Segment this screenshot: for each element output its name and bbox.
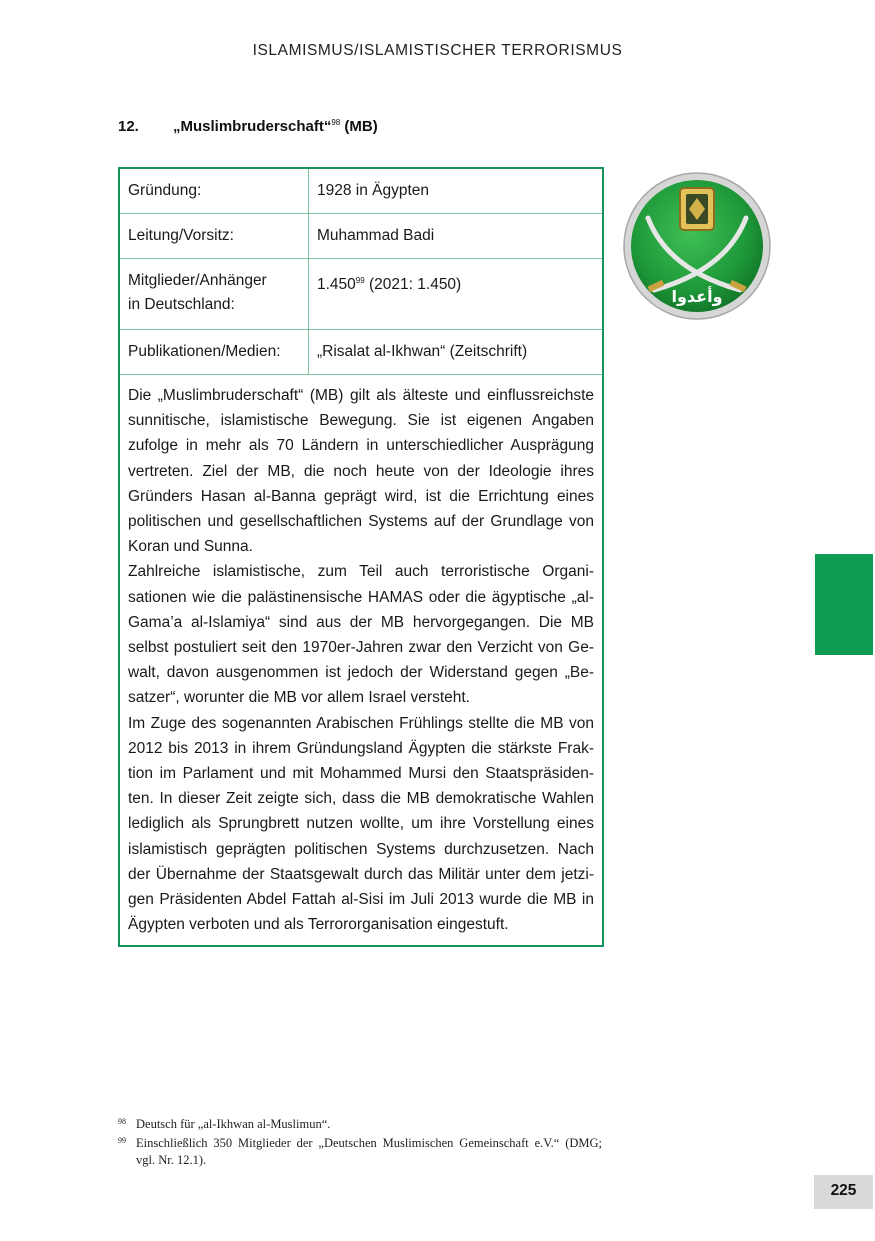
footnote	[118, 1116, 602, 1133]
members-label-line2: in Deutschland:	[128, 296, 235, 313]
members-label-line1: Mitglieder/Anhänger	[128, 272, 267, 289]
members-previous: (2021: 1.450)	[364, 276, 462, 294]
founding-value: 1928 in Ägypten	[309, 169, 603, 214]
members-count: 1.450	[317, 276, 356, 294]
publications-value: „Risalat al-Ikhwan“ (Zeitschrift)	[309, 330, 603, 375]
section-number: 12.	[118, 118, 139, 135]
table-row	[120, 214, 602, 259]
paragraph: Zahlreiche islamistische, zum Teil auch terroristische Organisationen wie die palästinensische HAMAS oder die ägyptische „al-Gama’a al-Islamiya“ sind aus der MB hervorgegangen. Die MB selbst postuliert seit den 1970er-Jahren zwar den Verzicht von Gewalt, davon ausgenommen ist jedoch der Widerstand gegen „Besatzer“, worunter die MB vor allem Israel versteht.	[128, 563, 594, 707]
footnote-text: Deutsch für „al-Ikhwan al-Muslimun“.	[136, 1117, 331, 1131]
section-heading	[118, 118, 378, 135]
paragraph: Die „Muslimbruderschaft“ (MB) gilt als älteste und einflussreichste sunnitische, islamistische Bewegung. Sie ist eigenen Angaben zufolge in mehr als 70 Ländern in unterschiedlicher Ausprägung vertreten. Ziel der MB, die noch heute von der Ideologie ihres Gründers Hasan al-Banna geprägt wird, ist die Errichtung eines politischen und gesellschaftlichen Systems auf der Grundlage von Koran und Sunna.	[128, 387, 594, 556]
section-title: „Muslimbruderschaft“	[173, 118, 332, 135]
running-head: ISLAMISMUS/ISLAMISTISCHER TERRORISMUS	[252, 42, 623, 59]
muslim-brotherhood-emblem-icon	[622, 170, 772, 322]
table-row	[120, 169, 602, 214]
section-suffix: (MB)	[340, 118, 378, 135]
fact-box	[118, 167, 604, 947]
leadership-label: Leitung/Vorsitz:	[120, 214, 309, 259]
founding-label: Gründung:	[120, 169, 309, 214]
publications-label: Publikationen/Medien:	[120, 330, 309, 375]
footnote-ref-98[interactable]: 98	[331, 118, 341, 127]
footnote-mark: 98	[118, 1117, 126, 1126]
leadership-value: Muhammad Badi	[309, 214, 603, 259]
members-value	[309, 259, 603, 330]
facts-table	[120, 169, 602, 375]
footnote	[118, 1135, 602, 1169]
table-row	[120, 259, 602, 330]
footnote-mark: 99	[118, 1136, 126, 1145]
members-label	[120, 259, 309, 330]
paragraph: Im Zuge des sogenannten Arabischen Frühlings stellte die MB von 2012 bis 2013 in ihrem Gründungsland Ägypten die stärkste Fraktion im Parlament und mit Mohammed Mursi den Staatspräsidenten. In dieser Zeit zeigte sich, dass die MB demokratische Wahlen lediglich als Sprungbrett nutzen wollte, um ihre Vorstellung eines islamistisch geprägten politischen Systems durchzusetzen. Nach der Übernahme der Staatsgewalt durch das Militär unter dem jetzigen Präsidenten Abdel Fattah al-Sisi im Juli 2013 wurde die MB in Ägypten verboten und als Terrororganisation eingestuft.	[128, 714, 594, 934]
footnote-ref-99[interactable]: 99	[355, 276, 365, 285]
table-row	[120, 330, 602, 375]
chapter-tab	[815, 554, 873, 655]
footnote-text: Einschließlich 350 Mitglieder der „Deutschen Muslimischen Gemeinschaft e.V.“ (DMG; vgl. Nr. 12.1).	[136, 1136, 602, 1167]
page-number: 225	[814, 1175, 873, 1209]
footnotes	[118, 1116, 602, 1171]
description-text	[120, 375, 602, 945]
emblem-motto: وأعدوا	[671, 287, 723, 306]
